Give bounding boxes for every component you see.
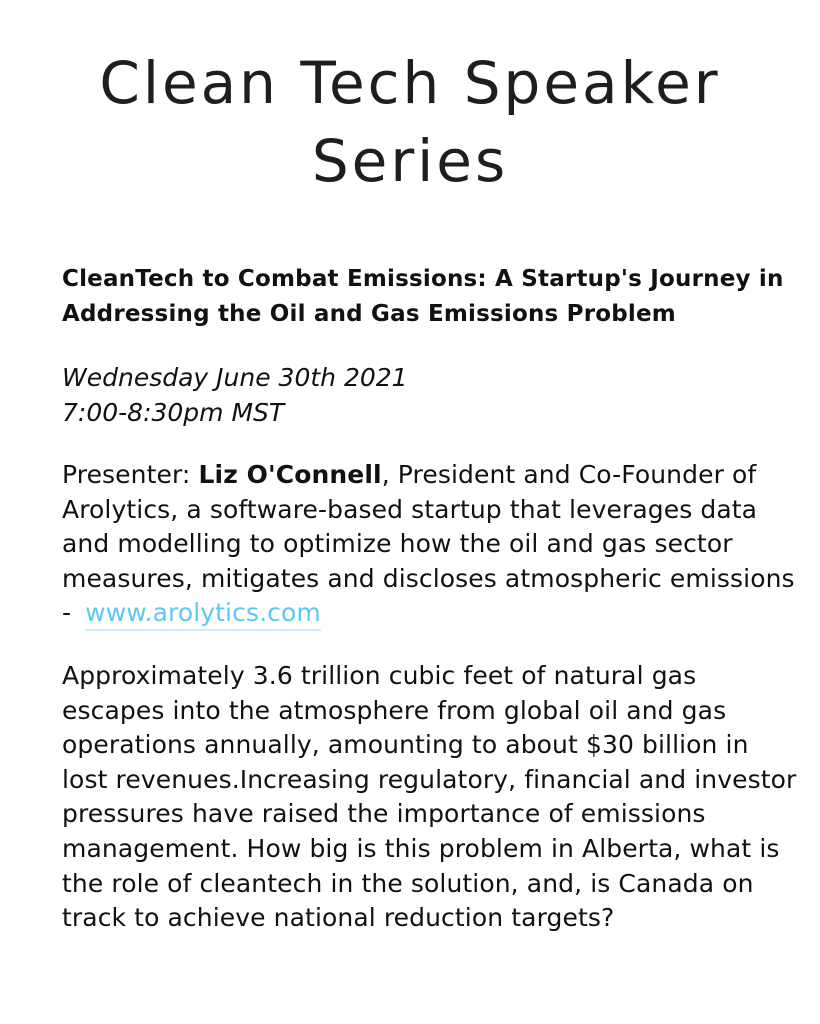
event-datetime (62, 360, 802, 430)
event-time: 7:00-8:30pm MST (62, 398, 285, 427)
event-title: CleanTech to Combat Emissions: A Startup's Journey in Addressing the Oil and Gas Emissions Problem (62, 266, 784, 327)
page-title-line-1: Clean Tech Speaker (99, 49, 721, 117)
presenter-name: Liz O'Connell (198, 460, 382, 489)
event-summary: Approximately 3.6 trillion cubic feet of natural gas escapes into the atmosphere from global oil and gas operations annually, amounting to about $30 billion in lost revenues.Increasing regulatory, financial and investor pressures have raised the importance of emissions management. How big is this problem in Alberta, what is the role of cleantech in the solution, and, is Canada on track to achieve national reduction targets? (62, 660, 797, 933)
event-content (62, 262, 802, 936)
page-title (0, 44, 820, 200)
arolytics-website-link[interactable]: www.arolytics.com (85, 598, 321, 631)
page-title-line-2: Series (311, 127, 509, 195)
presenter-description: , President and Co-Founder of Arolytics, a software-based startup that leverages data and modelling to optimize how the oil and gas sector measures, mitigates and discloses atmospheric emissions - (62, 460, 795, 628)
presenter-paragraph (62, 458, 802, 631)
presenter-label: Presenter: (62, 460, 199, 489)
event-date: Wednesday June 30th 2021 (62, 363, 408, 392)
